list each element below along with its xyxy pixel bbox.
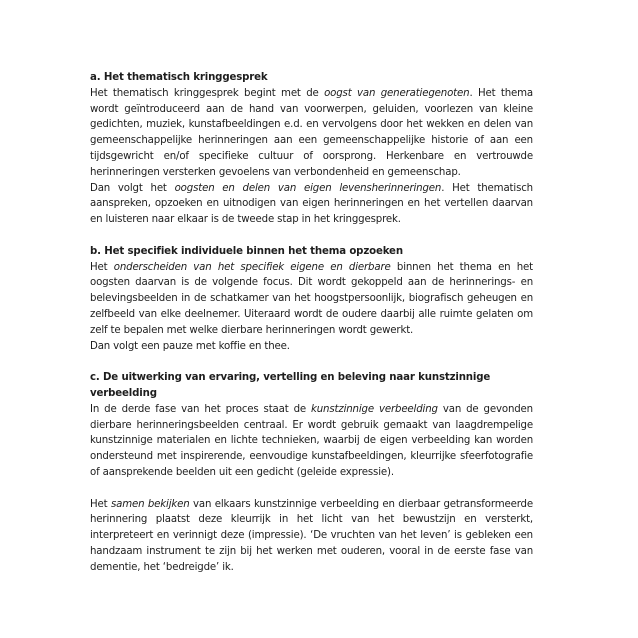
emphasis-text: kunstzinnige verbeelding: [311, 403, 438, 415]
emphasis-text: oogsten en delen van eigen levensherinneringen: [174, 182, 442, 194]
emphasis-text: onderscheiden van het specifiek eigene en dierbare: [113, 261, 391, 273]
paragraph-text: Het: [90, 261, 114, 273]
section-a: [90, 70, 533, 228]
paragraph: [90, 402, 533, 481]
emphasis-text: samen bekijken: [110, 498, 190, 510]
paragraph: [90, 497, 533, 576]
section-b: [90, 244, 533, 355]
section-c: [90, 370, 533, 481]
paragraph-text: Het: [90, 498, 111, 510]
paragraph: [90, 260, 533, 339]
paragraph: [90, 181, 533, 228]
document-page: [90, 70, 533, 576]
paragraph-text: Het thematisch kringgesprek begint met de: [90, 87, 325, 99]
paragraph-text: . Het thema wordt geïntroduceerd aan de hand van voorwerpen, geluiden, voorlezen van kleine gedichten, muziek, kunstafbeeldingen e.d. en vervolgens door het wekken en delen van gemeenschappelijke herinneringen aan een gemeenschappelijke historie of aan een tijdsgewricht en/of specifieke cultuur of oorsprong. Herkenbare en vertrouwde herinneringen versterken gevoelens van verbondenheid en gemeenschap.: [90, 87, 533, 178]
emphasis-text: oogst van generatiegenoten: [324, 87, 470, 99]
paragraph-text: van elkaars kunstzinnige verbeelding en dierbaar getransformeerde herinnering plaatst deze kleurrijk in het licht van het bewustzijn en versterkt, interpreteert en verinnigt deze (impressie). ‘De vruchten van het leven’ is gebleken een handzaam instrument te zijn bij het werken met ouderen, vooral in de eerste fase van dementie, het ‘bedreigde’ ik.: [90, 498, 533, 573]
paragraph-text: Dan volgt het: [90, 182, 175, 194]
section-heading: c. De uitwerking van ervaring, vertelling en beleving naar kunstzinnige verbeelding: [90, 372, 491, 399]
section-heading: b. Het specifiek individuele binnen het thema opzoeken: [90, 245, 403, 257]
paragraph-text: binnen het thema en het oogsten daarvan is de volgende focus. Dit wordt gekoppeld aan de herinnerings- en belevingsbeelden in de schatkamer van het hoogstpersoonlijk, biografisch geheugen en zelfbeeld van elke deelnemer. Uiteraard wordt de oudere daarbij alle ruimte gelaten om zelf te bepalen met welke dierbare herinneringen wordt gewerkt.: [90, 261, 534, 336]
paragraph: [90, 86, 533, 181]
paragraph-text: In de derde fase van het proces staat de: [90, 403, 311, 415]
paragraph-text: van de gevonden dierbare herinneringsbeelden centraal. Er wordt gebruik gemaakt van laagdrempelige kunstzinnige materialen en lichte technieken, waarbij de eigen verbeelding kan worden ondersteund met inspirerende, eenvoudige kunstafbeeldingen, kleurrijke sfeerfotografie of aansprekende beelden uit een gedicht (geleide expressie).: [90, 403, 533, 478]
paragraph: Dan volgt een pauze met koffie en thee.: [90, 340, 290, 352]
paragraph-text: . Het thematisch aanspreken, opzoeken en uitnodigen van eigen herinneringen en het vertellen daarvan en luisteren naar elkaar is de tweede stap in het kringgesprek.: [90, 182, 533, 226]
closing-section: [90, 497, 533, 576]
section-heading: a. Het thematisch kringgesprek: [90, 72, 268, 83]
